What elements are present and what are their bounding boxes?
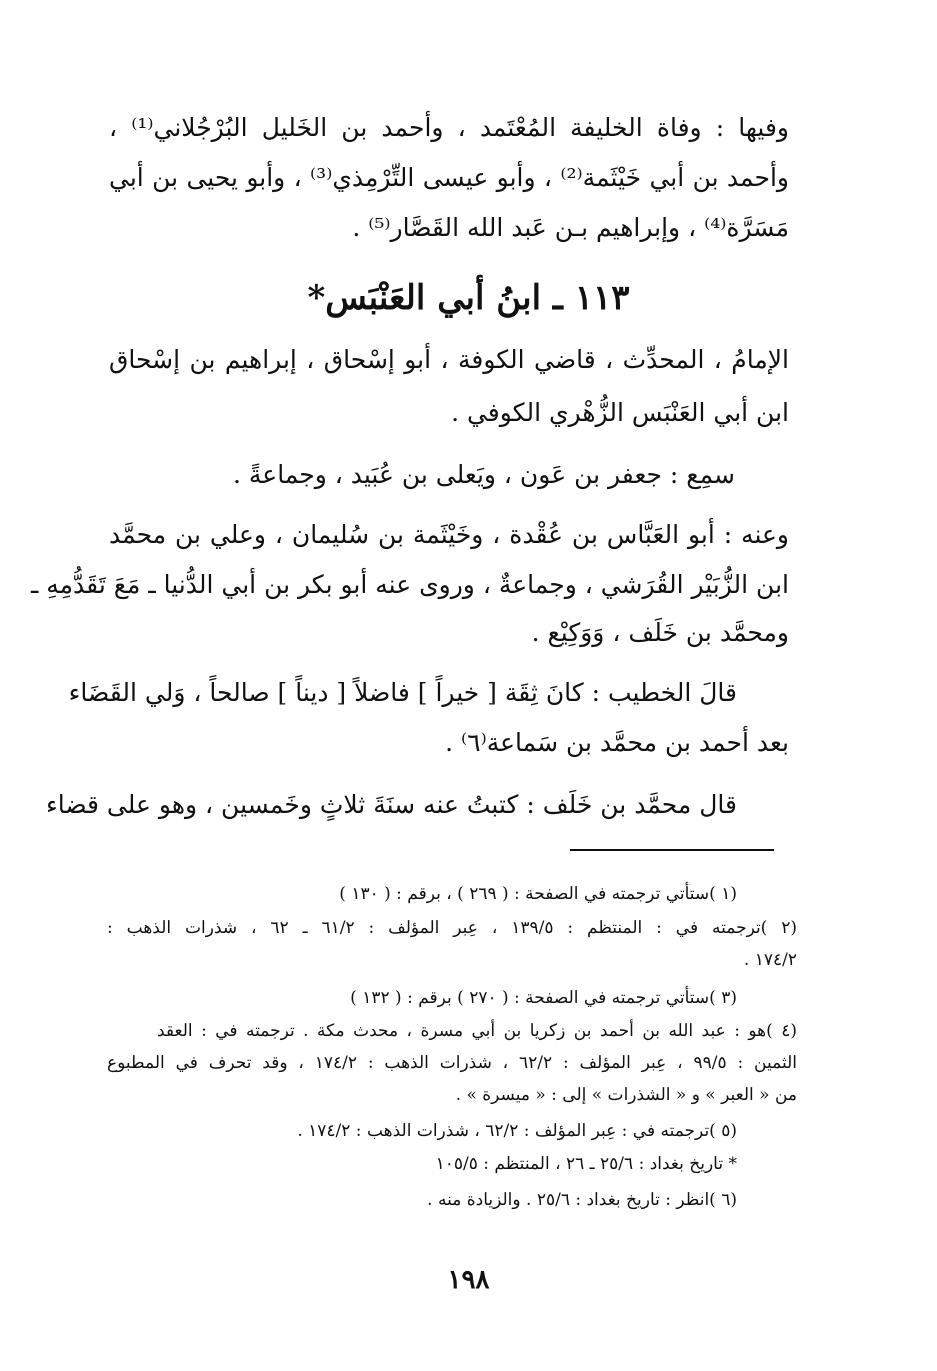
footnote-4-cont-1: الثمين : ٩٩/٥ ، عِبر المؤلف : ٦٢/٢ ، شذرات الذهب : ١٧٤/٢ ، وقد تحرف في المطبوع	[107, 1053, 797, 1073]
footnote-4: (٤ )هو : عبد الله بن أحمد بن زكريا بن أبي مسرة ، محدث مكة . ترجمته في : العقد	[157, 1021, 797, 1041]
body-line-8: بعد أحمد بن محمَّد بن سَماعة⁽٦⁾ .	[445, 728, 789, 757]
intro-line-1: وفيها : وفاة الخليفة المُعْتَمد ، وأحمد بن الخَليل البُرْجُلاني⁽¹⁾ ،	[109, 113, 789, 142]
body-line-4: وعنه : أبو العَبَّاس بن عُقْدة ، وخَيْثَمة بن سُليمان ، وعلي بن محمَّد	[109, 520, 789, 549]
body-line-3: سمِع : جعفر بن عَون ، ويَعلى بن عُبَيد ، وجماعةً .	[232, 460, 735, 489]
footnote-2: (٢ )ترجمته في : المنتظم : ١٣٩/٥ ، عِبر المؤلف : ٦١/٢ ـ ٦٢ ، شذرات الذهب :	[107, 918, 797, 938]
footnote-6: (٦ )انظر : تاريخ بغداد : ٢٥/٦ . والزيادة منه .	[427, 1190, 737, 1210]
page-number: ١٩٨	[447, 1265, 490, 1295]
body-line-6: ومحمَّد بن خَلَف ، وَوَكِيْع .	[531, 618, 789, 647]
footnote-3: (٣ )ستأتي ترجمته في الصفحة : ( ٢٧٠ ) برقم : ( ١٣٢ )	[350, 988, 737, 1008]
footnote-2-cont: ١٧٤/٢ .	[743, 950, 797, 970]
footnote-1: (١ )ستأتي ترجمته في الصفحة : ( ٢٦٩ ) ، برقم : ( ١٣٠ )	[339, 884, 737, 904]
footnote-source: * تاريخ بغداد : ٢٥/٦ ـ ٢٦ ، المنتظم : ١٠٥/٥	[435, 1154, 737, 1174]
body-line-7: قالَ الخطيب : كانَ ثِقَة [ خيراً ] فاضلاً [ ديناً ] صالحاً ، وَلي القَضَاء	[68, 678, 737, 707]
intro-line-2: وأحمد بن أبي خَيْثَمة⁽²⁾ ، وأبو عيسى التِّرْمِذي⁽³⁾ ، وأبو يحيى بن أبي	[109, 163, 789, 192]
body-line-1: الإمامُ ، المحدِّث ، قاضي الكوفة ، أبو إسْحاق ، إبراهيم بن إسْحاق	[109, 345, 789, 374]
footnote-4-cont-2: من « العبر » و « الشذرات » إلى : « ميسرة » .	[455, 1085, 797, 1105]
body-line-5: ابن الزُّبَيْر القُرَشي ، وجماعةٌ ، وروى عنه أبو بكر بن أبي الدُّنيا ـ مَعَ تَقَدُّمِهِ ـ	[30, 570, 789, 599]
entry-title: ١١٣ ـ ابنُ أبي العَنْبَس*	[307, 278, 630, 318]
body-line-2: ابن أبي العَنْبَس الزُّهْري الكوفي .	[451, 398, 789, 427]
footnote-divider	[570, 849, 774, 851]
body-line-9: قال محمَّد بن خَلَف : كتبتُ عنه سنَةَ ثلاثٍ وخَمسين ، وهو على قضاء	[45, 790, 737, 819]
intro-line-3: مَسَرَّة⁽⁴⁾ ، وإبراهيم بـن عَبد الله القَصَّار⁽⁵⁾ .	[352, 213, 789, 242]
footnote-5: (٥ )ترجمته في : عِبر المؤلف : ٦٢/٢ ، شذرات الذهب : ١٧٤/٢ .	[297, 1121, 737, 1141]
